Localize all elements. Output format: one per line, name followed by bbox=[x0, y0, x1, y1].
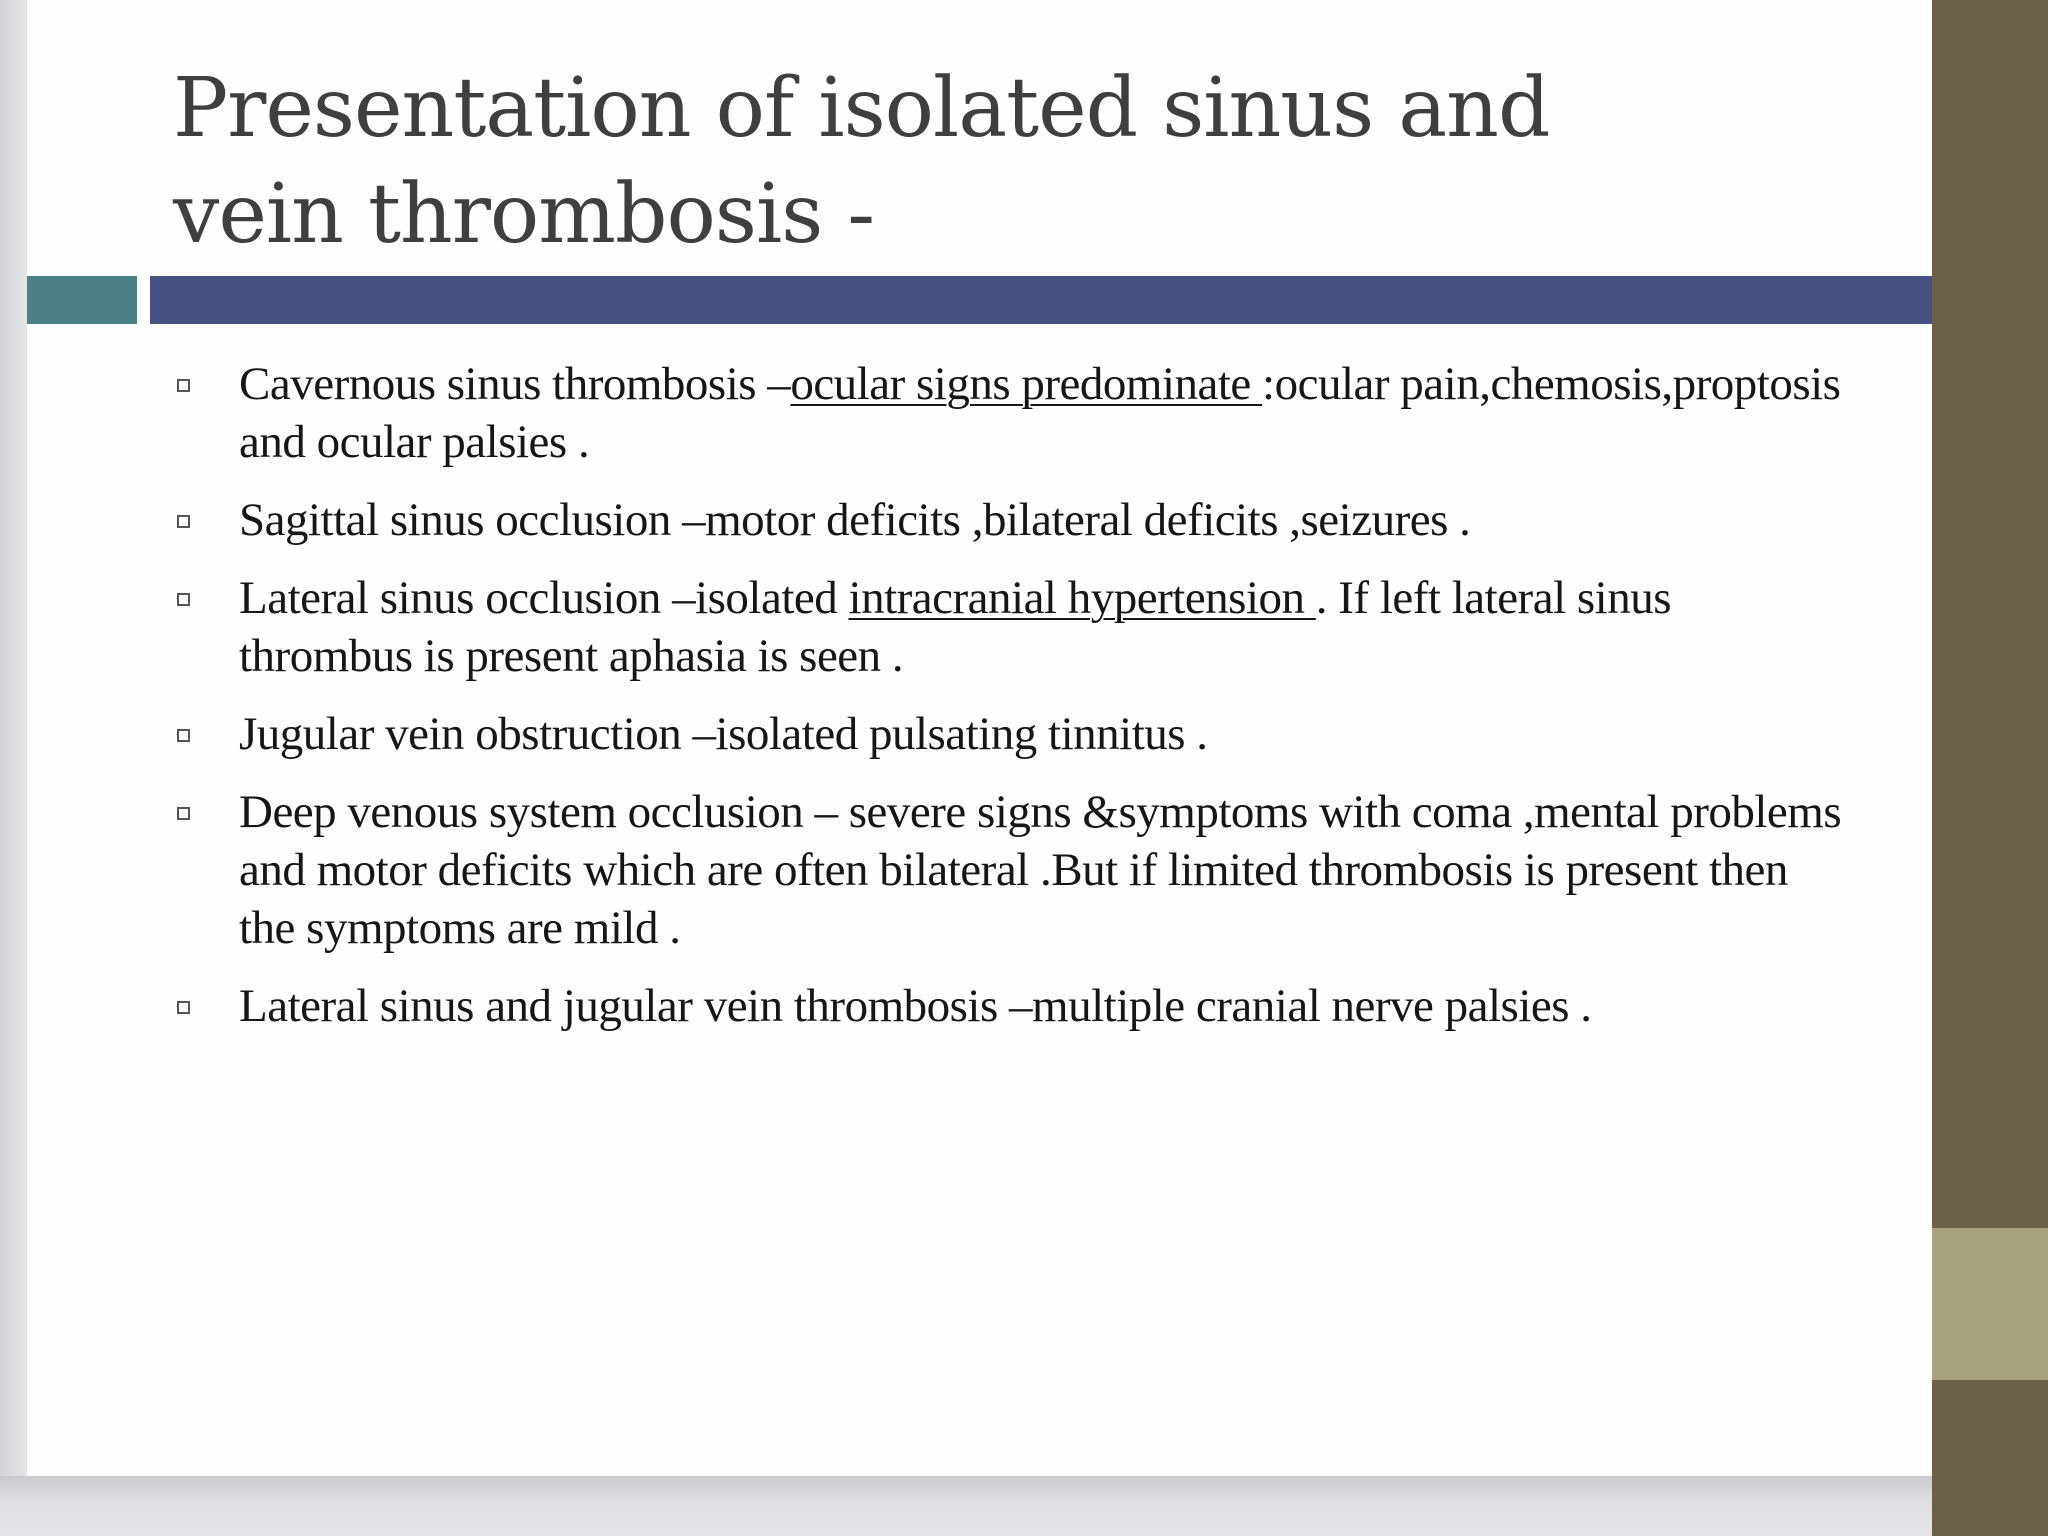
bullet-text: Lateral sinus occlusion –isolated bbox=[239, 572, 849, 624]
title-accent-bar-blue bbox=[150, 276, 1932, 324]
square-bullet-icon bbox=[177, 379, 190, 392]
bullet-underlined-text: intracranial hypertension bbox=[848, 572, 1316, 624]
bullet-text: Lateral sinus and jugular vein thrombosis –multiple cranial nerve palsies . bbox=[239, 980, 1592, 1032]
side-accent-band-light bbox=[1932, 1228, 2048, 1380]
bullet-list bbox=[173, 355, 1853, 1055]
square-bullet-icon bbox=[177, 729, 190, 742]
bullet-item-sagittal-sinus bbox=[173, 491, 1853, 549]
bullet-item-cavernous-sinus bbox=[173, 355, 1853, 471]
square-bullet-icon bbox=[177, 515, 190, 528]
bullet-text-continued: :ocular pain,chemosis,proptosis and ocular palsies . bbox=[239, 358, 1841, 468]
bullet-text: Deep venous system occlusion – severe signs &symptoms with coma ,mental problems and motor deficits which are often bilateral .But if limited thrombosis is present then the symptoms are mild . bbox=[239, 786, 1842, 954]
square-bullet-icon bbox=[177, 593, 190, 606]
bullet-text: Jugular vein obstruction –isolated pulsating tinnitus . bbox=[239, 708, 1208, 760]
bullet-text-continued: . If left lateral sinus thrombus is present aphasia is seen . bbox=[239, 572, 1672, 682]
bullet-item-lateral-sinus-jugular-vein bbox=[173, 977, 1853, 1035]
square-bullet-icon bbox=[177, 1001, 190, 1014]
bullet-text: Sagittal sinus occlusion –motor deficits ,bilateral deficits ,seizures . bbox=[239, 494, 1471, 546]
title-accent-bar-teal bbox=[27, 276, 137, 324]
bullet-item-deep-venous-system bbox=[173, 783, 1853, 957]
square-bullet-icon bbox=[177, 807, 190, 820]
bullet-text: Cavernous sinus thrombosis – bbox=[239, 358, 791, 410]
slide-shadow bbox=[0, 1476, 1932, 1536]
bullet-underlined-text: ocular signs predominate bbox=[790, 358, 1263, 410]
bullet-item-jugular-vein bbox=[173, 705, 1853, 763]
slide-title: Presentation of isolated sinus and vein thrombosis - bbox=[173, 61, 1550, 262]
bullet-item-lateral-sinus bbox=[173, 569, 1853, 685]
